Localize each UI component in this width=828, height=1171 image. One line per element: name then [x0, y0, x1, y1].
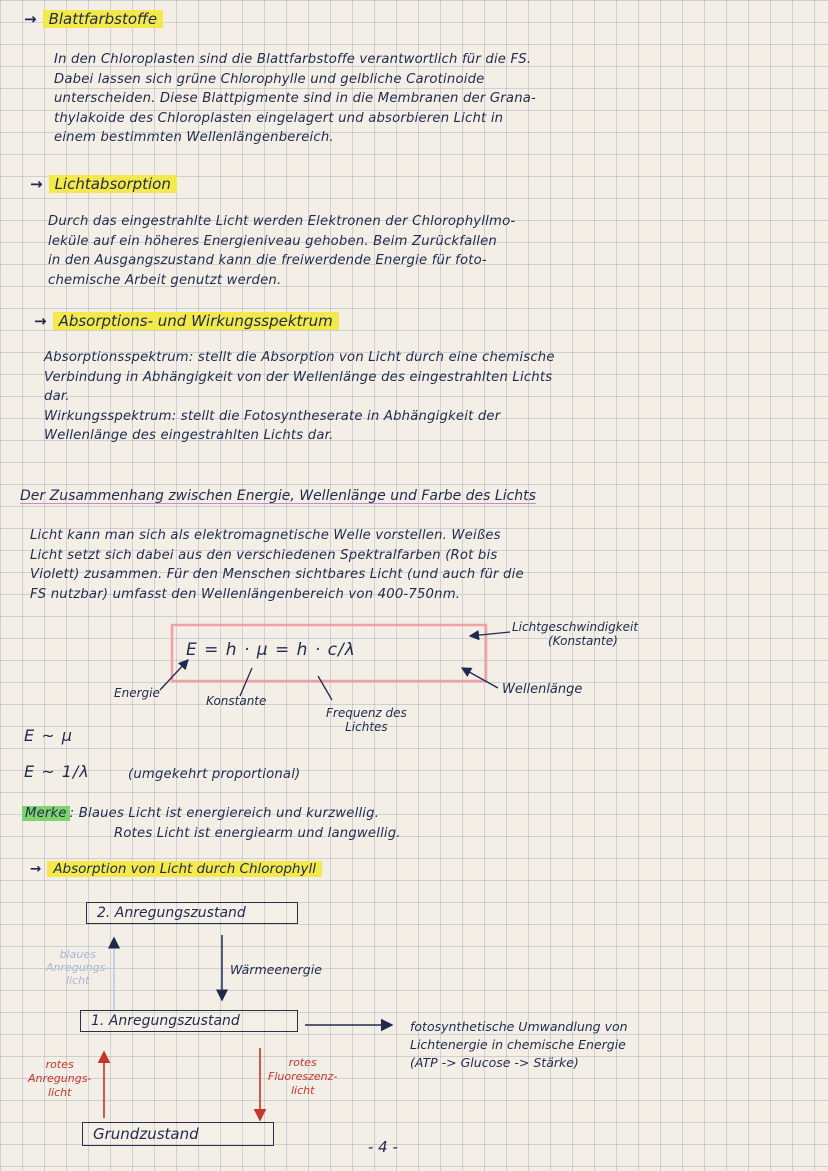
arrow-right-icon: → [30, 175, 43, 193]
label-frequenz: Frequenz des Lichtes [326, 706, 407, 734]
label-energie: Energie [114, 686, 160, 700]
text-line: einem bestimmten Wellenlängenbereich. [54, 130, 334, 145]
heading-chlorophyll: → Absorption von Licht durch Chlorophyll [30, 861, 322, 877]
text-line: chemische Arbeit genutzt werden. [48, 272, 282, 288]
arrow-right-icon: → [34, 312, 47, 330]
page-number: - 4 - [368, 1138, 398, 1156]
proportion-1: E ~ μ [24, 726, 73, 745]
paragraph-zusammenhang [30, 526, 825, 604]
heading-lichtabsorption: → Lichtabsorption [30, 175, 177, 193]
text-line: FS nutzbar) umfasst den Wellenlängenbereich von 400-750nm. [30, 586, 461, 602]
merke-line-2: Rotes Licht ist energiearm und langwellig. [114, 826, 401, 841]
label-rotes-fluoreszenzlicht: rotes Fluoreszenz- licht [268, 1056, 338, 1097]
label-blaues-anregungslicht: blaues Anregungs- licht [46, 948, 110, 987]
arrow-right-icon: → [24, 10, 37, 28]
text-line: Wirkungsspektrum: stellt die Fotosyntheserate in Abhängigkeit der [44, 408, 501, 424]
proportion-2-note: (umgekehrt proportional) [128, 767, 301, 782]
box-anregungszustand-2: 2. Anregungszustand [86, 902, 298, 924]
text-line: thylakoide des Chloroplasten eingelagert und absorbieren Licht in [54, 110, 504, 126]
text-line: Licht kann man sich als elektromagnetische Welle vorstellen. Weißes [30, 528, 501, 543]
text-line: Dabei lassen sich grüne Chlorophylle und gelbliche Carotinoide [54, 71, 485, 87]
paragraph-lichtabsorption [48, 212, 823, 290]
formula: E = h · μ = h · c/λ [186, 640, 356, 660]
text-line: dar. [44, 389, 70, 404]
label-wellenlaenge: Wellenlänge [502, 682, 583, 697]
arrow-right-icon: → [30, 861, 42, 877]
text-line: Licht setzt sich dabei aus den verschiedenen Spektralfarben (Rot bis [30, 547, 498, 563]
heading-spektrum: → Absorptions- und Wirkungsspektrum [34, 312, 339, 330]
label-lichtgeschwindigkeit: Lichtgeschwindigkeit (Konstante) [512, 620, 639, 648]
text-line: unterscheiden. Diese Blattpigmente sind in die Membranen der Grana- [54, 91, 537, 106]
text-line: Violett) zusammen. Für den Menschen sichtbares Licht (und auch für die [30, 567, 524, 582]
text-line: Verbindung in Abhängigkeit von der Wellenlänge des eingestrahlten Lichts [44, 369, 553, 385]
text-line: Wellenlänge des eingestrahlten Lichts dar. [44, 428, 334, 443]
text-line: leküle auf ein höheres Energieniveau gehoben. Beim Zurückfallen [48, 233, 497, 249]
text-line: Absorptionsspektrum: stellt die Absorption von Licht durch eine chemische [44, 350, 555, 365]
title-zusammenhang: Der Zusammenhang zwischen Energie, Wellenlänge und Farbe des Lichts [20, 488, 536, 504]
paragraph-spektrum [44, 348, 826, 446]
proportion-2: E ~ 1/λ [24, 762, 90, 781]
label-rotes-anregungslicht: rotes Anregungs- licht [28, 1058, 92, 1099]
box-anregungszustand-1: 1. Anregungszustand [80, 1010, 298, 1032]
merke-label: Merke [22, 806, 70, 821]
text-line: Durch das eingestrahlte Licht werden Elektronen der Chlorophyllmo- [48, 214, 516, 229]
text-line: in den Ausgangszustand kann die freiwerdende Energie für foto- [48, 253, 487, 268]
label-fotosynthetische-umwandlung: fotosynthetische Umwandlung von Lichtenergie in chemische Energie (ATP -> Glucose -> Stärke) [410, 1019, 628, 1070]
box-grundzustand: Grundzustand [82, 1122, 274, 1146]
paragraph-blattfarbstoffe [54, 50, 824, 148]
label-waermeenergie: Wärmeenergie [230, 962, 322, 977]
heading-blattfarbstoffe: → Blattfarbstoffe [24, 10, 163, 28]
merke-block: Merke : Blaues Licht ist energiereich und kurzwellig. [22, 804, 379, 824]
label-konstante: Konstante [206, 694, 267, 708]
text-line: In den Chloroplasten sind die Blattfarbstoffe verantwortlich für die FS. [54, 52, 532, 67]
